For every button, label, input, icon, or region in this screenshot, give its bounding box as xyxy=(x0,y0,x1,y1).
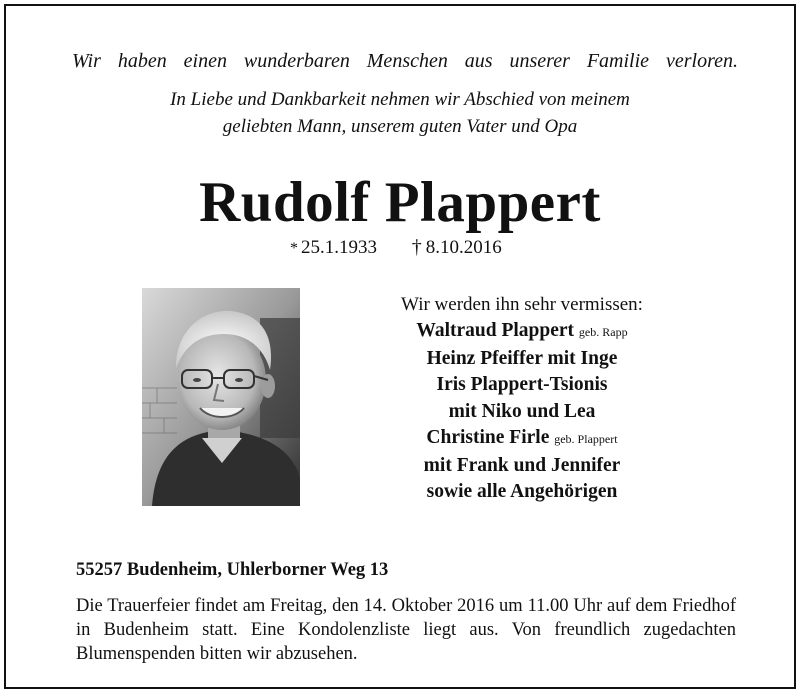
mourner-name: Waltraud Plappert xyxy=(416,320,575,341)
portrait-photo-image xyxy=(142,288,300,506)
mourner-row xyxy=(334,453,710,480)
mourner-name: Christine Firle xyxy=(426,427,550,448)
mourner-name: mit Frank und Jennifer xyxy=(423,454,621,476)
mourner-row xyxy=(334,372,710,399)
address: 55257 Budenheim, Uhlerborner Weg 13 xyxy=(76,560,389,580)
death-date-group xyxy=(412,235,502,260)
intro-line-1: In Liebe und Dankbarkeit nehmen wir Abschied von meinem xyxy=(170,89,630,110)
birth-star-icon: * xyxy=(290,240,298,257)
deceased-name: Rudolf Plappert xyxy=(199,171,601,234)
death-cross-icon: † xyxy=(411,236,422,258)
mourner-row xyxy=(334,425,710,453)
mourner-row xyxy=(334,346,710,373)
mourner-note: geb. Plappert xyxy=(554,432,618,446)
mourner-name: Iris Plappert-Tsionis xyxy=(436,374,608,395)
mourner-name: sowie alle Angehörigen xyxy=(426,481,618,502)
mourner-name: Heinz Pfeiffer mit Inge xyxy=(426,347,618,369)
mourner-name: mit Niko und Lea xyxy=(448,400,596,422)
birth-date: 25.1.1933 xyxy=(301,237,377,258)
mourners-list xyxy=(334,292,710,506)
opening-line xyxy=(72,48,738,74)
obituary-notice xyxy=(4,4,796,689)
portrait-photo xyxy=(142,288,300,506)
mourners-lead: Wir werden ihn sehr vermissen: xyxy=(401,294,643,315)
mourner-note: geb. Rapp xyxy=(578,325,628,339)
birth-date-group xyxy=(290,236,377,261)
life-dates xyxy=(290,235,502,261)
mourner-row xyxy=(334,479,710,506)
mourner-row xyxy=(334,399,710,426)
funeral-info: Die Trauerfeier findet am Freitag, den 14. Oktober 2016 um 11.00 Uhr auf dem Friedhof in Budenheim statt. Eine Kondolenzliste liegt aus. Von freundlich zugedachten Blumenspenden bitten wir abzusehen. xyxy=(76,596,736,664)
opening-line-text: Wir haben einen wunderbaren Menschen aus unserer Familie verloren. xyxy=(72,50,738,72)
death-date: 8.10.2016 xyxy=(425,237,502,258)
intro-line-2: geliebten Mann, unserem guten Vater und Opa xyxy=(222,116,578,137)
intro-text xyxy=(6,86,794,140)
mourner-row xyxy=(334,318,710,346)
